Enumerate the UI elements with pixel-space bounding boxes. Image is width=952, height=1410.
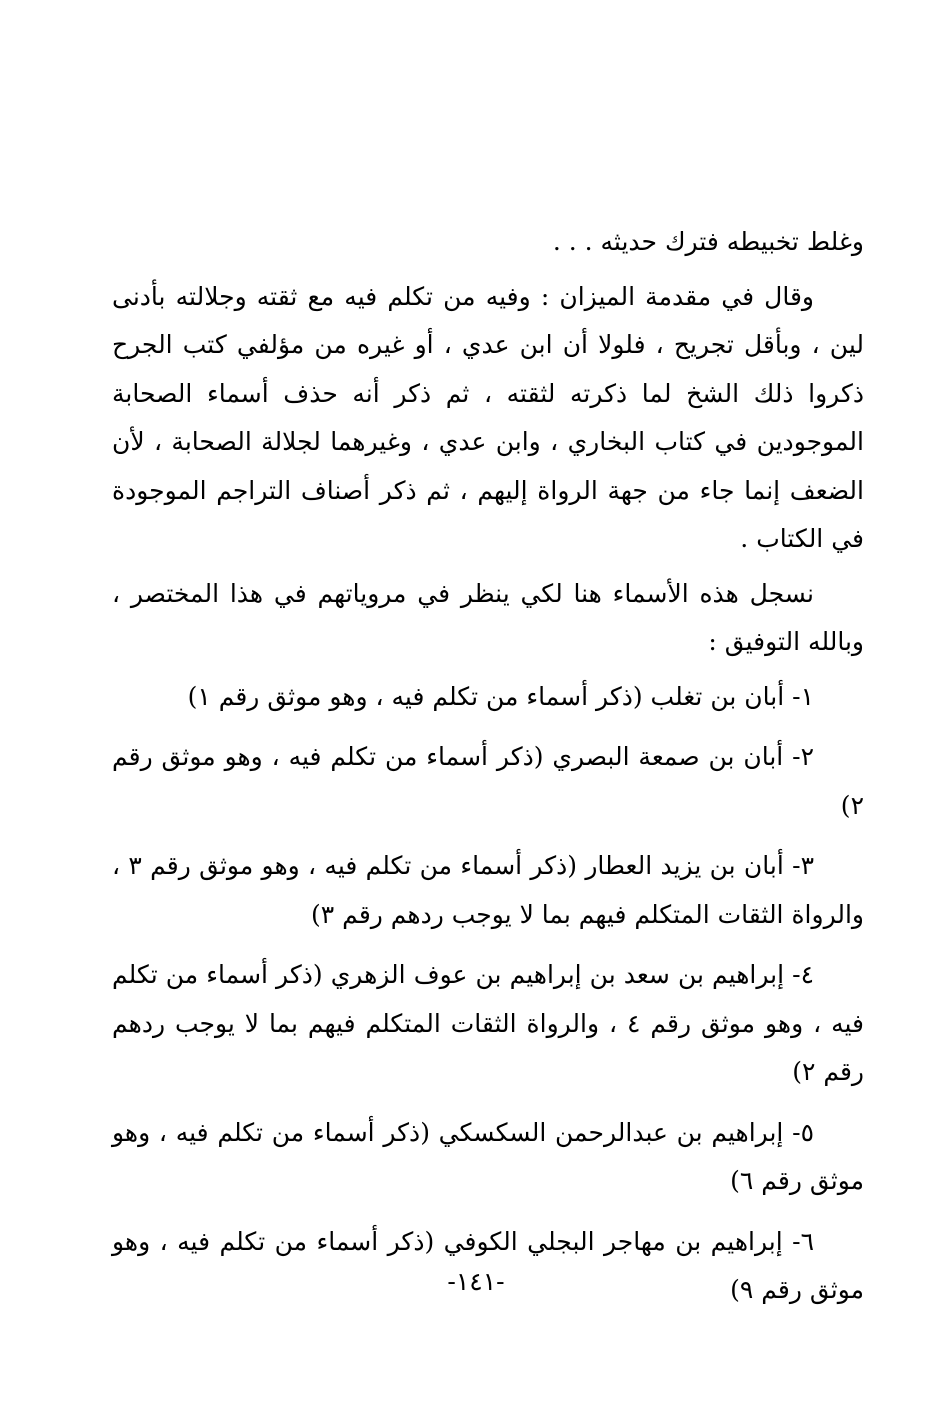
paragraph-continuation: وغلط تخبيطه فترك حديثه . . . <box>552 227 864 256</box>
paragraph-mizan-intro: وقال في مقدمة الميزان : وفيه من تكلم فيه مع ثقته وجلالته بأدنى لين ، وبأقل تجريح ، فلولا أن ابن عدي ، أو غيره من مؤلفي كتب الجرح ذكروا ذلك الشخ لما ذكرته لثقته ، ثم ذكر أنه حذف أسماء الصحابة الموجودين في كتاب البخاري ، وابن عدي ، وغيرهما لجلالة الصحابة ، لأن الضعف إنما جاء من جهة الرواة إليهم ، ثم ذكر أصناف التراجم الموجودة في الكتاب . <box>112 281 864 553</box>
list-item: ١- أبان بن تغلب (ذكر أسماء من تكلم فيه ، وهو موثق رقم ١) <box>187 681 814 711</box>
list-item: ٦- إبراهيم بن مهاجر البجلي الكوفي (ذكر أسماء من تكلم فيه ، وهو موثق رقم ٩) <box>112 1226 864 1304</box>
list-item: ٢- أبان بن صمعة البصري (ذكر أسماء من تكلم فيه ، وهو موثق رقم ٢) <box>112 742 864 820</box>
list-item: ٥- إبراهيم بن عبدالرحمن السكسكي (ذكر أسماء من تكلم فيه ، وهو موثق رقم ٦) <box>112 1117 864 1195</box>
list-item: ٣- أبان بن يزيد العطار (ذكر أسماء من تكلم فيه ، وهو موثق رقم ٣ ، والرواة الثقات المتكلم فيهم بما لا يوجب ردهم رقم ٣) <box>112 851 864 929</box>
page-number: -١٤١- <box>447 1267 505 1296</box>
paragraph-list-intro: نسجل هذه الأسماء هنا لكي ينظر في مروياتهم في هذا المختصر ، وبالله التوفيق : <box>112 578 864 656</box>
list-item: ٤- إبراهيم بن سعد بن إبراهيم بن عوف الزهري (ذكر أسماء من تكلم فيه ، وهو موثق رقم ٤ ، والرواة الثقات المتكلم فيهم بما لا يوجب ردهم رقم ٢) <box>112 960 864 1086</box>
page-body <box>112 218 864 1327</box>
